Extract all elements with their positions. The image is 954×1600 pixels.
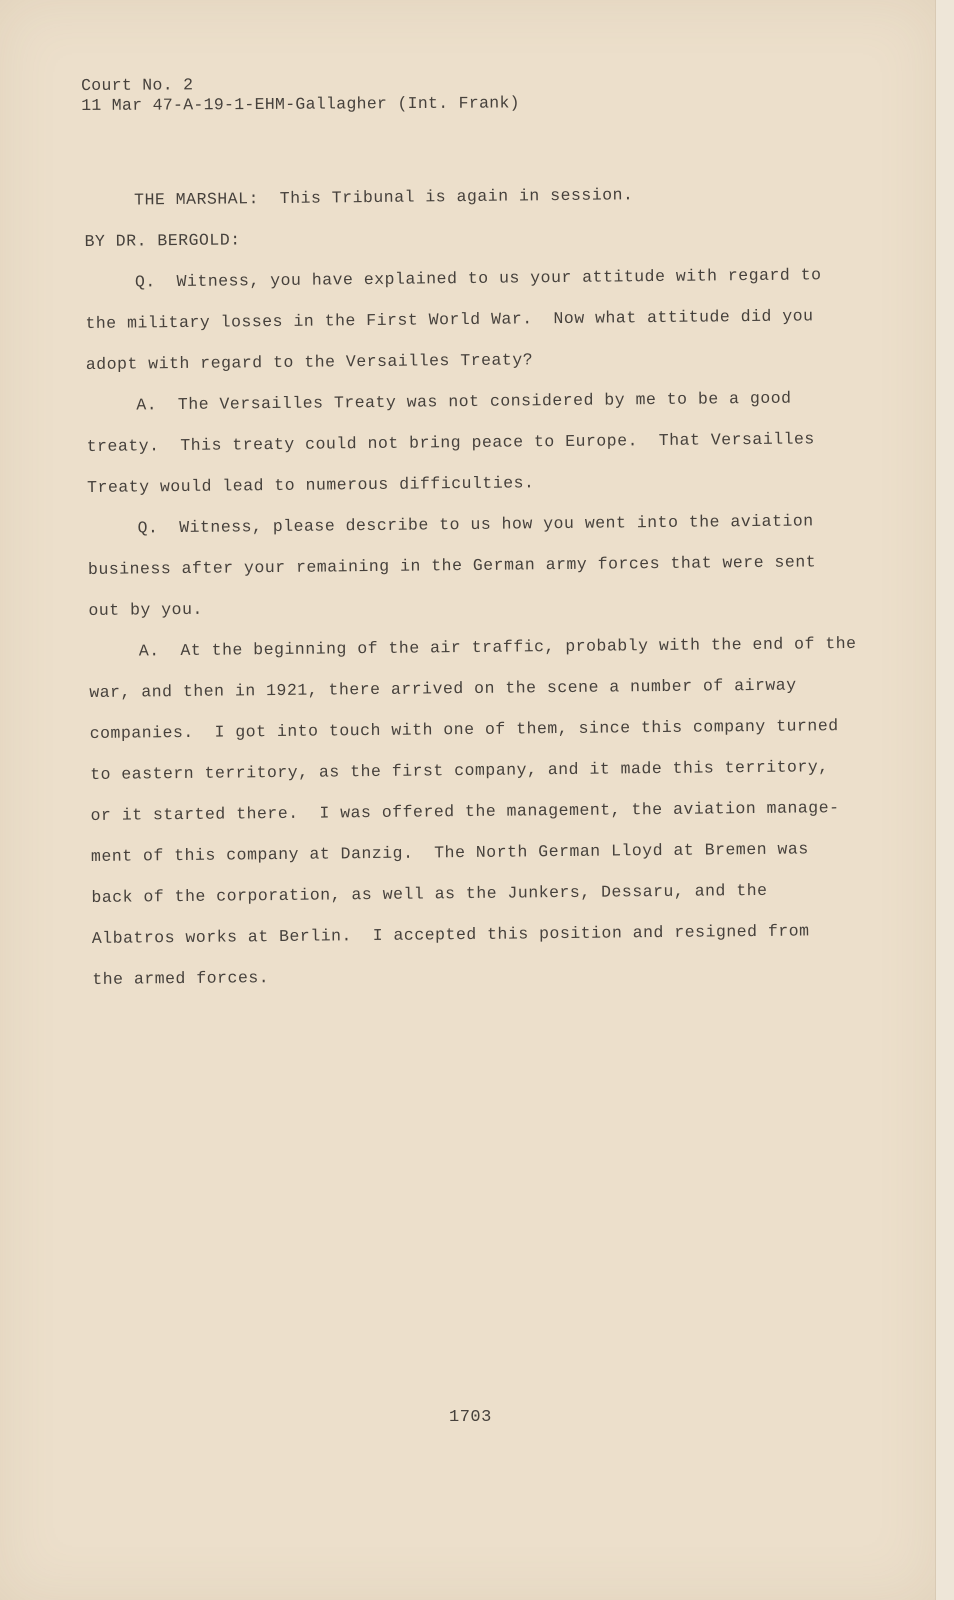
page-edge	[935, 0, 954, 1600]
transcript-line: the armed forces.	[92, 968, 270, 989]
transcript-line: out by you.	[88, 599, 203, 620]
transcript-line: A. At the beginning of the air traffic, probably with the end of the	[138, 633, 857, 661]
transcript-line: Albatros works at Berlin. I accepted this position and resigned from	[91, 921, 810, 948]
transcript-body	[84, 180, 857, 1008]
transcript-line: companies. I got into touch with one of them, since this company turned	[89, 716, 839, 743]
transcript-line: Q. Witness, you have explained to us your attitude with regard to	[134, 265, 822, 292]
transcript-line: adopt with regard to the Versailles Treaty?	[85, 350, 534, 374]
transcript-line: A. The Versailles Treaty was not considered by me to be a good	[136, 388, 792, 415]
transcript-line: war, and then in 1921, there arrived on the scene a number of airway	[89, 675, 797, 702]
transcript-line: Treaty would lead to numerous difficulties.	[87, 473, 535, 497]
transcript-line: the military losses in the First World War. Now what attitude did you	[85, 306, 814, 333]
transcript-reference: 11 Mar 47-A-19-1-EHM-Gallagher (Int. Frank)	[81, 93, 520, 115]
transcript-line: back of the corporation, as well as the Junkers, Dessaru, and the	[91, 880, 768, 907]
document-header	[81, 73, 520, 116]
transcript-line: BY DR. BERGOLD:	[84, 230, 241, 251]
transcript-line: THE MARSHAL: This Tribunal is again in session.	[134, 185, 634, 210]
transcript-line: business after your remaining in the German army forces that were sent	[87, 552, 817, 579]
court-number: Court No. 2	[81, 75, 194, 95]
transcript-line: treaty. This treaty could not bring peace to Europe. That Versailles	[86, 429, 815, 456]
transcript-line: Q. Witness, please describe to us how you went into the aviation	[137, 511, 814, 538]
transcript-line: or it started there. I was offered the management, the aviation manage-	[90, 798, 840, 825]
page-number: 1703	[449, 1408, 492, 1427]
transcript-line: to eastern territory, as the first company, and it made this territory,	[90, 757, 829, 784]
transcript-line: ment of this company at Danzig. The North German Lloyd at Bremen was	[90, 839, 809, 866]
